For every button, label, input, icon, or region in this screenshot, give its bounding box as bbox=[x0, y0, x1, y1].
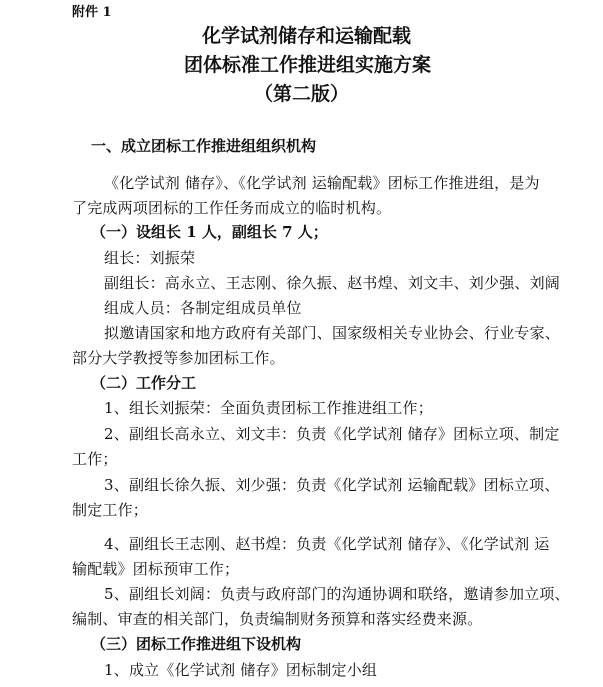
structure-item-1: 1、成立《化学试剂 储存》团标制定小组 bbox=[104, 661, 378, 679]
intro-paragraph-line-1: 《化学试剂 储存》、《化学试剂 运输配载》团标工作推进组，是为 bbox=[104, 174, 540, 192]
section-heading: 一、成立团标工作推进组组织机构 bbox=[91, 137, 317, 155]
title-line-1: 化学试剂储存和运输配载 bbox=[202, 25, 412, 47]
duty-item-4-line-1: 4、副组长王志刚、赵书煌：负责《化学试剂 储存》、《化学试剂 运 bbox=[104, 535, 550, 553]
subsection-heading-3: （三）团标工作推进组下设机构 bbox=[91, 635, 302, 653]
leader-line: 组长：刘振荣 bbox=[104, 249, 196, 267]
duty-item-5-line-2: 编制、审查的相关部门，负责编制财务预算和落实经费来源。 bbox=[72, 610, 483, 628]
duty-item-3-line-2: 制定工作； bbox=[72, 501, 149, 519]
attachment-label: 附件 1 bbox=[72, 5, 112, 20]
duty-item-3-line-1: 3、副组长徐久振、刘少强：负责《化学试剂 运输配载》团标立项、 bbox=[104, 476, 560, 494]
subsection-heading-2: （二）工作分工 bbox=[91, 374, 197, 392]
duty-item-2-line-2: 工作； bbox=[72, 450, 118, 468]
duty-item-2-line-1: 2、副组长高永立、刘文丰：负责《化学试剂 储存》团标立项、制定 bbox=[104, 425, 560, 443]
members-line: 组成人员：各制定组成员单位 bbox=[104, 299, 302, 317]
subsection-heading-1: （一）设组长 1 人，副组长 7 人； bbox=[91, 223, 328, 241]
duty-item-1: 1、组长刘振荣：全面负责团标工作推进组工作； bbox=[104, 399, 433, 417]
deputies-line: 副组长：高永立、王志刚、徐久振、赵书煌、刘文丰、刘少强、刘阔 bbox=[104, 274, 561, 292]
title-line-2: 团体标准工作推进组实施方案 bbox=[184, 54, 432, 76]
duty-item-4-line-2: 输配载》团标预审工作； bbox=[72, 560, 240, 578]
invite-line-1: 拟邀请国家和地方政府有关部门、国家级相关专业协会、行业专家、 bbox=[104, 324, 561, 342]
invite-line-2: 部分大学教授等参加团标工作。 bbox=[72, 349, 285, 367]
intro-paragraph-line-2: 了完成两项团标的工作任务而成立的临时机构。 bbox=[72, 199, 392, 217]
title-line-3: （第二版） bbox=[254, 83, 350, 105]
duty-item-5-line-1: 5、副组长刘阔：负责与政府部门的沟通协调和联络，邀请参加立项、 bbox=[104, 585, 570, 603]
